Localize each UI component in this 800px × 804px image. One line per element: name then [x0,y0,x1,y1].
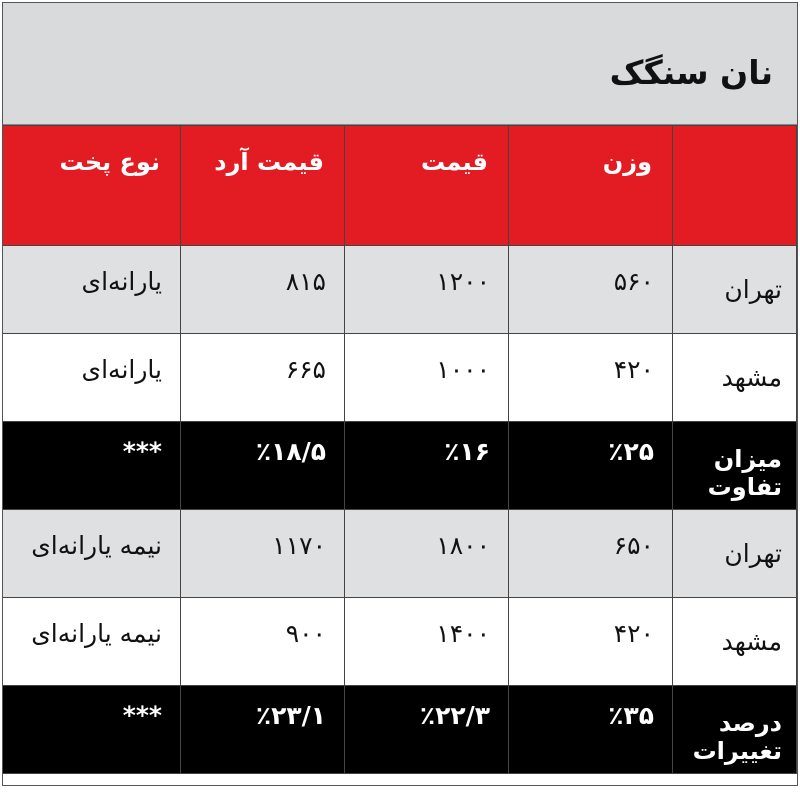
header-flour-price: قیمت آرد [181,126,345,246]
cell-text: ٪۱۶ [444,437,490,466]
header-city [673,126,797,246]
cell-price [345,598,509,686]
cell-text: یارانه‌ای [81,355,162,384]
cell-price [345,422,509,510]
table-card [2,2,798,786]
cell-text: درصد تغییرات [692,709,782,765]
cell-label [673,686,797,774]
cell-weight [509,334,673,422]
change-percent-row [2,686,797,774]
header-bake-type: نوع پخت [2,126,181,246]
cell-text: ۹۰۰ [285,619,326,648]
cell-city [673,334,797,422]
cell-weight [509,246,673,334]
cell-text: ۱۴۰۰ [436,619,490,648]
cell-text: یارانه‌ای [81,267,162,296]
cell-bake-type [2,334,181,422]
cell-text: ۱۰۰۰ [436,355,490,384]
cell-city [673,246,797,334]
cell-flour-price [181,246,345,334]
cell-price [345,334,509,422]
cell-text: تهران [724,539,782,568]
cell-flour-price [181,598,345,686]
cell-weight [509,422,673,510]
cell-weight [509,510,673,598]
table-title: نان سنگک [609,53,773,92]
cell-text: *** [122,701,162,730]
cell-flour-price [181,510,345,598]
cell-text: مشهد [721,363,782,392]
cell-text: نیمه یارانه‌ای [31,531,162,560]
table-row [2,334,797,422]
table-row [2,246,797,334]
cell-text: ۴۲۰ [613,355,654,384]
cell-text: ٪۳۵ [608,701,654,730]
cell-text: ٪۱۸/۵ [255,437,326,466]
cell-text: ۱۱۷۰ [272,531,326,560]
cell-flour-price [181,686,345,774]
cell-bake-type [2,246,181,334]
table-row [2,598,797,686]
table-row [2,510,797,598]
cell-weight [509,598,673,686]
cell-price [345,246,509,334]
cell-text: مشهد [721,627,782,656]
cell-bake-type [2,422,181,510]
difference-row [2,422,797,510]
cell-bake-type [2,510,181,598]
cell-text: ۸۱۵ [285,267,326,296]
cell-text: ۵۶۰ [613,267,654,296]
cell-text: تهران [724,275,782,304]
cell-bake-type [2,686,181,774]
header-weight: وزن [509,126,673,246]
cell-text: ٪۲۵ [608,437,654,466]
cell-text: ۶۵۰ [613,531,654,560]
cell-flour-price [181,422,345,510]
cell-city [673,510,797,598]
cell-bake-type [2,598,181,686]
cell-price [345,510,509,598]
cell-city [673,598,797,686]
header-row [2,126,797,246]
header-price: قیمت [345,126,509,246]
cell-text: ۱۸۰۰ [436,531,490,560]
bread-price-table [2,125,797,774]
cell-text: ٪۲۲/۳ [419,701,490,730]
cell-text: *** [122,437,162,466]
cell-weight [509,686,673,774]
cell-text: نیمه یارانه‌ای [31,619,162,648]
cell-text: ٪۲۳/۱ [255,701,326,730]
cell-price [345,686,509,774]
cell-text: ۱۲۰۰ [436,267,490,296]
cell-text: ۶۶۵ [285,355,326,384]
cell-text: میزان تفاوت [707,445,782,501]
cell-flour-price [181,334,345,422]
cell-text: ۴۲۰ [613,619,654,648]
cell-label [673,422,797,510]
title-bar [3,3,797,125]
